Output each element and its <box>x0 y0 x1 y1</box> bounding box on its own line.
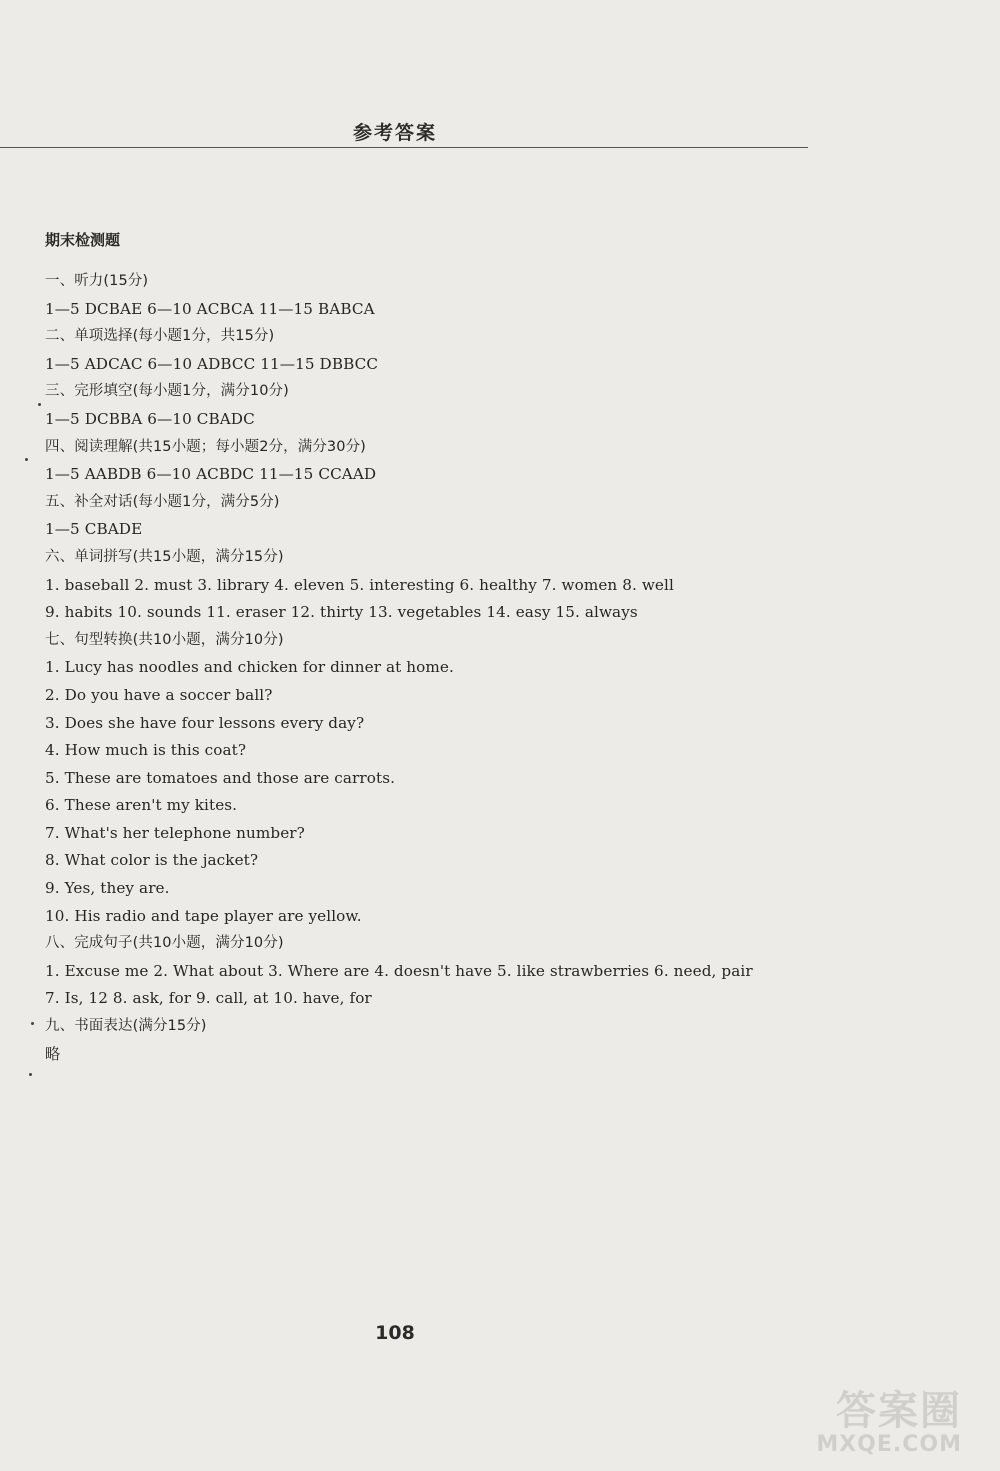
answer-line: 1—5 CBADE <box>45 520 143 539</box>
answer-line: 4. How much is this coat? <box>45 741 247 760</box>
answer-line: 10. His radio and tape player are yellow. <box>45 906 362 925</box>
part-heading: 九、书面表达(满分15分) <box>45 1018 207 1035</box>
scan-speck <box>29 1073 32 1076</box>
answer-line: 7. Is, 12 8. ask, for 9. call, at 10. have, for <box>45 989 372 1008</box>
answer-line: 7. What's her telephone number? <box>45 823 305 842</box>
answer-line: 6. These aren't my kites. <box>45 796 238 815</box>
header-title: 参考答案 <box>352 122 437 144</box>
scan-speck <box>31 1022 34 1025</box>
part-heading: 六、单词拼写(共15小题，满分15分) <box>45 548 284 565</box>
watermark-logo-text: 答案圈 <box>836 1388 962 1434</box>
part-heading: 八、完成句子(共10小题，满分10分) <box>45 935 284 952</box>
header-divider <box>0 147 808 148</box>
page-number: 108 <box>375 1322 415 1344</box>
answer-line: 1—5 ADCAC 6—10 ADBCC 11—15 DBBCC <box>45 354 379 373</box>
part-heading: 四、阅读理解(共15小题；每小题2分，满分30分) <box>45 438 366 455</box>
part-heading: 七、句型转换(共10小题，满分10分) <box>45 631 284 648</box>
section-title: 期末检测题 <box>45 231 121 249</box>
part-heading: 二、单项选择(每小题1分，共15分) <box>45 328 275 345</box>
answer-line: 1—5 AABDB 6—10 ACBDC 11—15 CCAAD <box>45 465 377 484</box>
scan-speck <box>38 403 41 406</box>
answer-line: 8. What color is the jacket? <box>45 851 259 870</box>
answer-line: 3. Does she have four lessons every day? <box>45 713 365 732</box>
answer-line: 1. baseball 2. must 3. library 4. eleven 5. interesting 6. healthy 7. women 8. well <box>45 575 674 594</box>
answer-line: 1. Excuse me 2. What about 3. Where are 4. doesn't have 5. like strawberries 6. need, pair <box>45 961 753 980</box>
scan-speck <box>25 458 28 461</box>
watermark-url: MXQE.COM <box>816 1432 962 1457</box>
answer-line: 9. Yes, they are. <box>45 879 170 898</box>
part-heading: 五、补全对话(每小题1分，满分5分) <box>45 493 280 510</box>
part-heading: 三、完形填空(每小题1分，满分10分) <box>45 383 289 400</box>
answer-content <box>45 228 805 1068</box>
answer-line: 5. These are tomatoes and those are carrots. <box>45 768 396 787</box>
answer-line: 1—5 DCBAE 6—10 ACBCA 11—15 BABCA <box>45 299 375 318</box>
answer-line: 9. habits 10. sounds 11. eraser 12. thirty 13. vegetables 14. easy 15. always <box>45 603 638 622</box>
part-heading: 一、听力(15分) <box>45 273 149 289</box>
site-watermark <box>772 1379 962 1457</box>
answer-line: 2. Do you have a soccer ball? <box>45 685 273 704</box>
answer-lines <box>45 268 805 1068</box>
answer-line: 略 <box>45 1044 61 1063</box>
answer-line: 1—5 DCBBA 6—10 CBADC <box>45 409 255 428</box>
answer-line: 1. Lucy has noodles and chicken for dinner at home. <box>45 658 454 677</box>
